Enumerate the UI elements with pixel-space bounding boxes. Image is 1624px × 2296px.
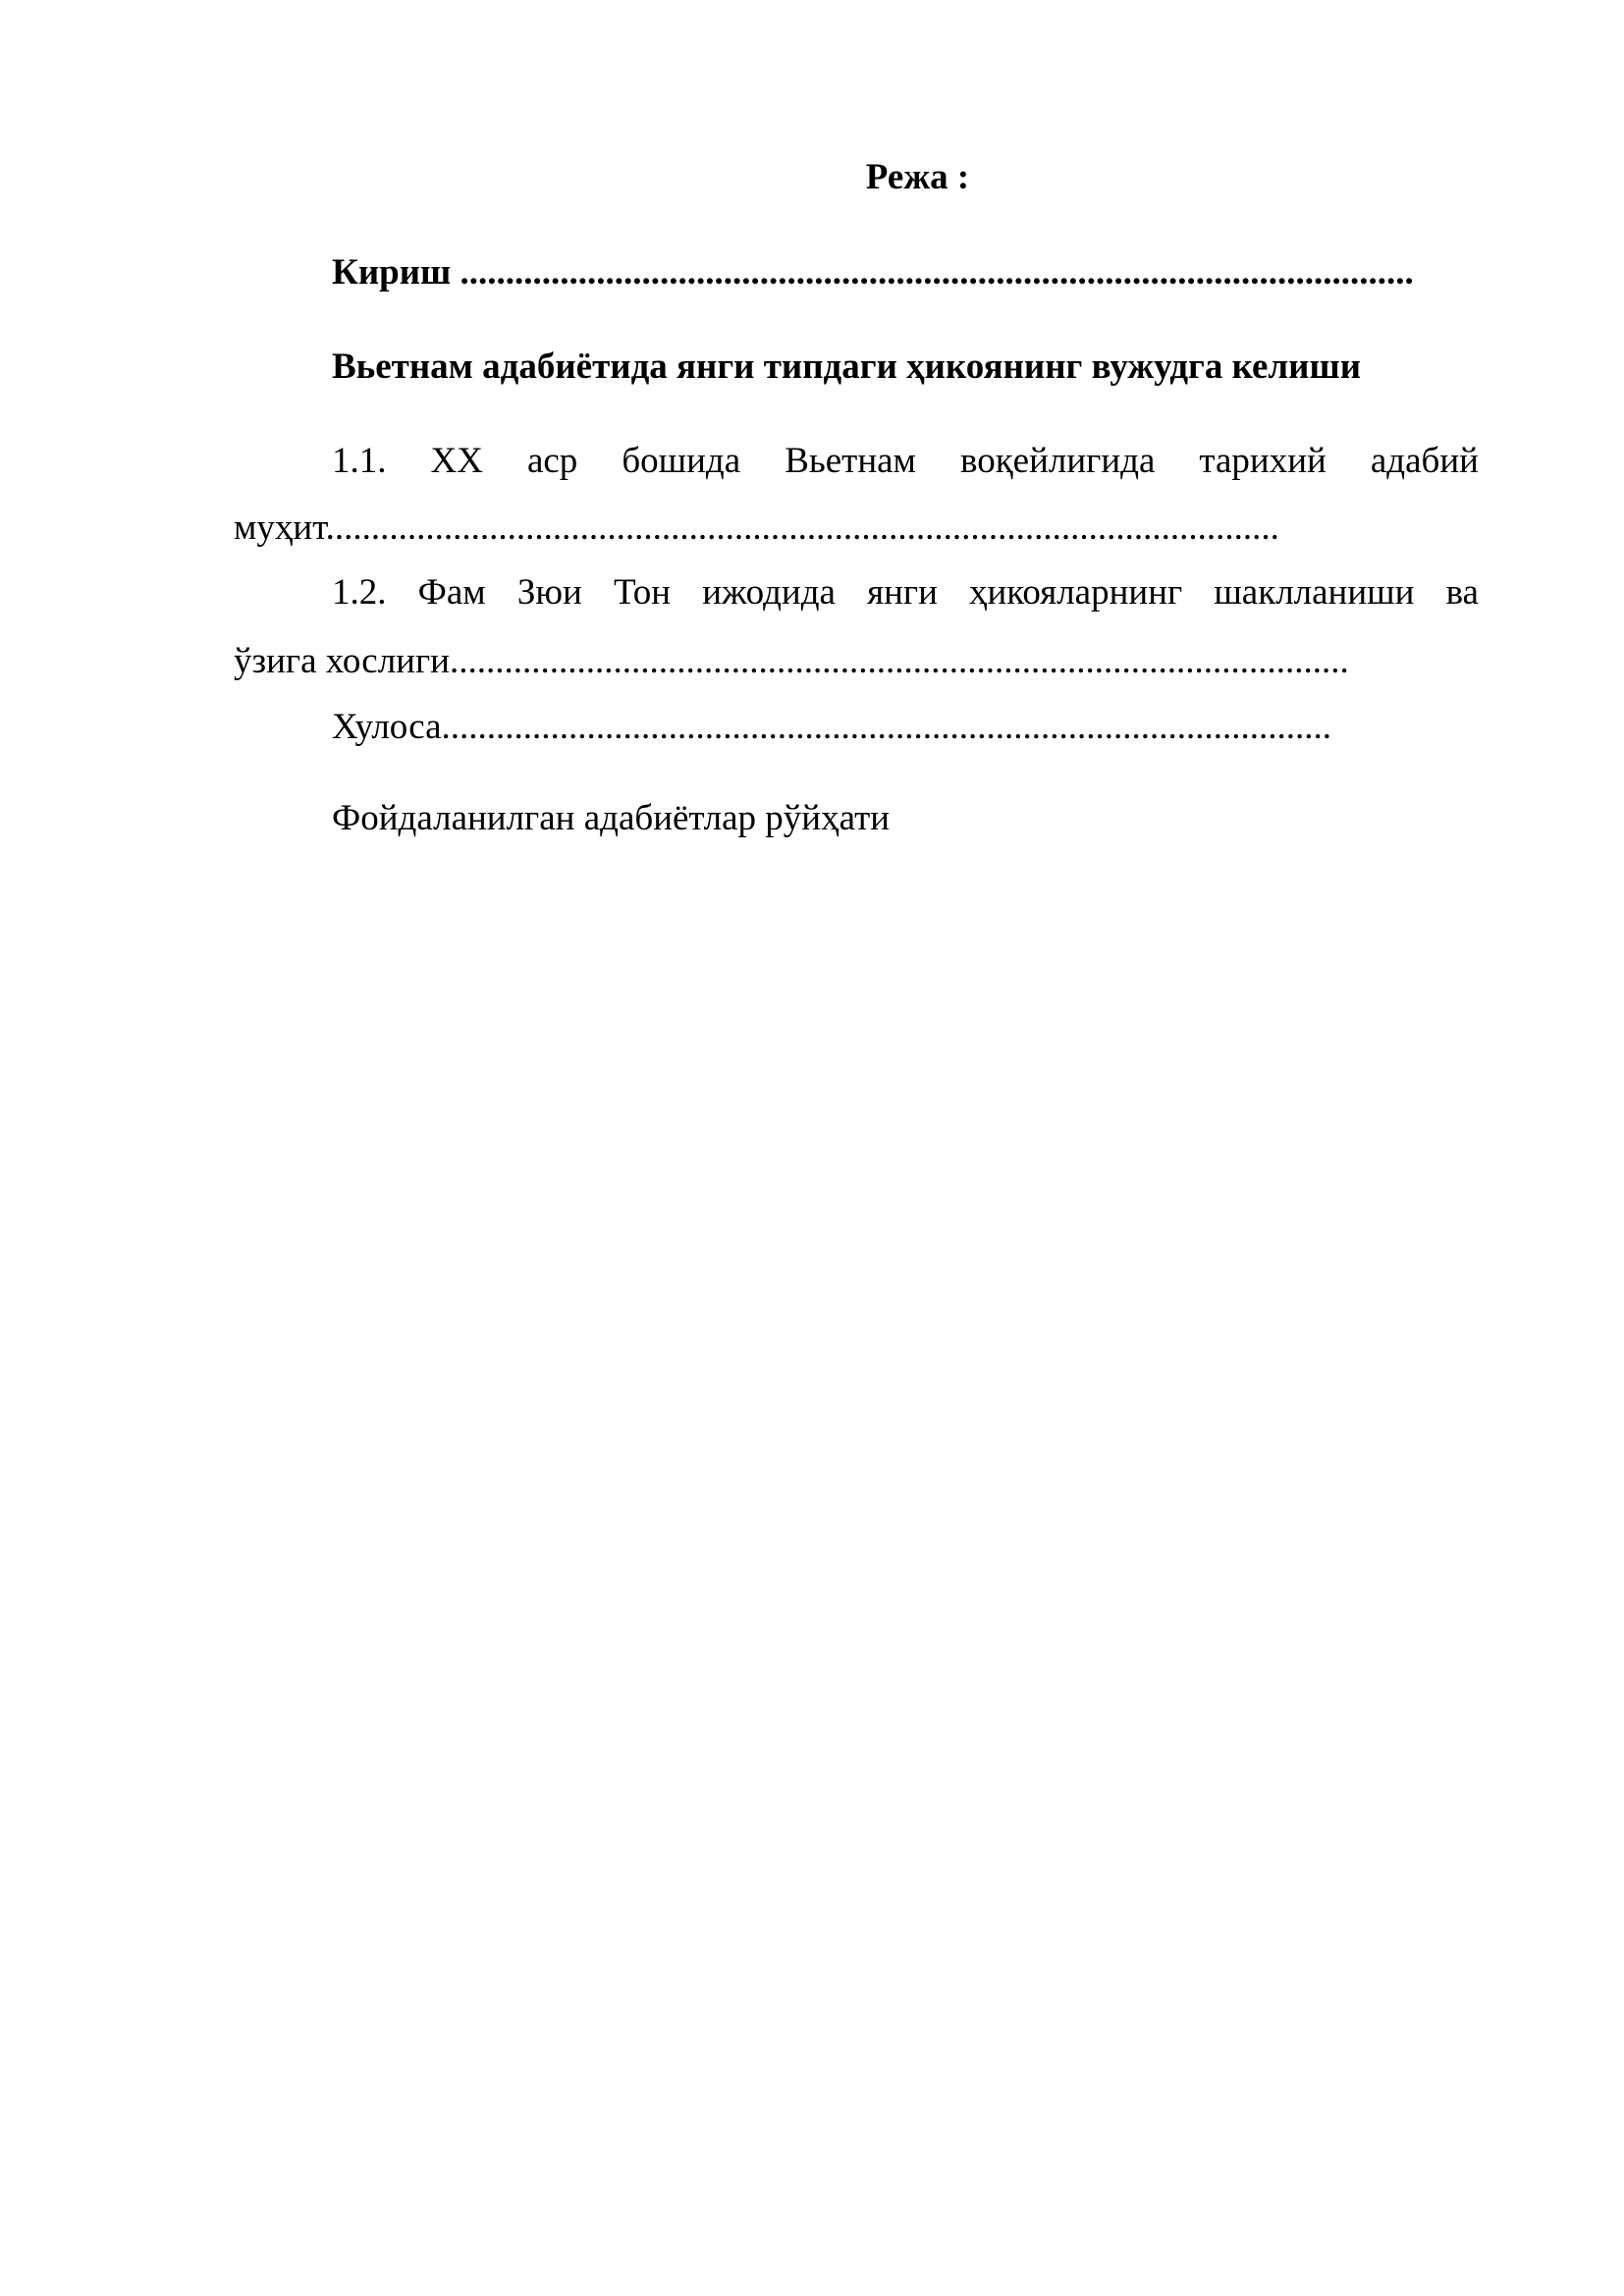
- toc-item-1-2-word: ижодида: [702, 572, 836, 613]
- toc-item-1-2-continuation: ўзига хослиги...................................................................................................: [234, 641, 1349, 681]
- toc-item-1-2-word: ва: [1445, 572, 1479, 613]
- toc-item-1-2: [332, 567, 1479, 618]
- toc-chapter-heading: Вьетнам адабиётида янги типдаги ҳикоянинг вужудга келиши: [332, 347, 1362, 387]
- toc-item-1-1-word: аср: [526, 441, 578, 481]
- toc-item-1-1-word: воқейлигида: [959, 441, 1156, 481]
- toc-item-1-1-word: адабий: [1370, 441, 1479, 481]
- toc-item-1-1-continuation: муҳит.........................................................................................................: [234, 507, 1279, 548]
- page-title: Режа :: [865, 157, 970, 197]
- toc-references: Фойдаланилган адабиётлар рўйҳати: [332, 798, 891, 838]
- toc-item-1-2-word: Фам: [417, 572, 486, 613]
- toc-item-1-1-word: 1.1.: [332, 441, 387, 481]
- toc-item-1-1-word: Вьетнам: [785, 441, 916, 481]
- toc-item-1-2-word: янги: [867, 572, 938, 613]
- toc-item-1-2-word: 1.2.: [332, 572, 387, 613]
- toc-item-1-2-word: Тон: [613, 572, 672, 613]
- toc-item-1-1-word: бошида: [622, 441, 741, 481]
- toc-item-1-2-word: Зюи: [516, 572, 582, 613]
- toc-item-1-1-word: XX: [430, 441, 483, 481]
- toc-item-1-1-word: тарихий: [1199, 441, 1326, 481]
- toc-item-1-2-word: шаклланиши: [1214, 572, 1415, 613]
- toc-conclusion: Хулоса..................................................................................................: [332, 707, 1332, 747]
- toc-item-1-2-word: ҳикояларнинг: [969, 572, 1183, 613]
- toc-item-1-1: [332, 436, 1479, 487]
- toc-intro: Кириш .........................................................................................................: [332, 252, 1414, 293]
